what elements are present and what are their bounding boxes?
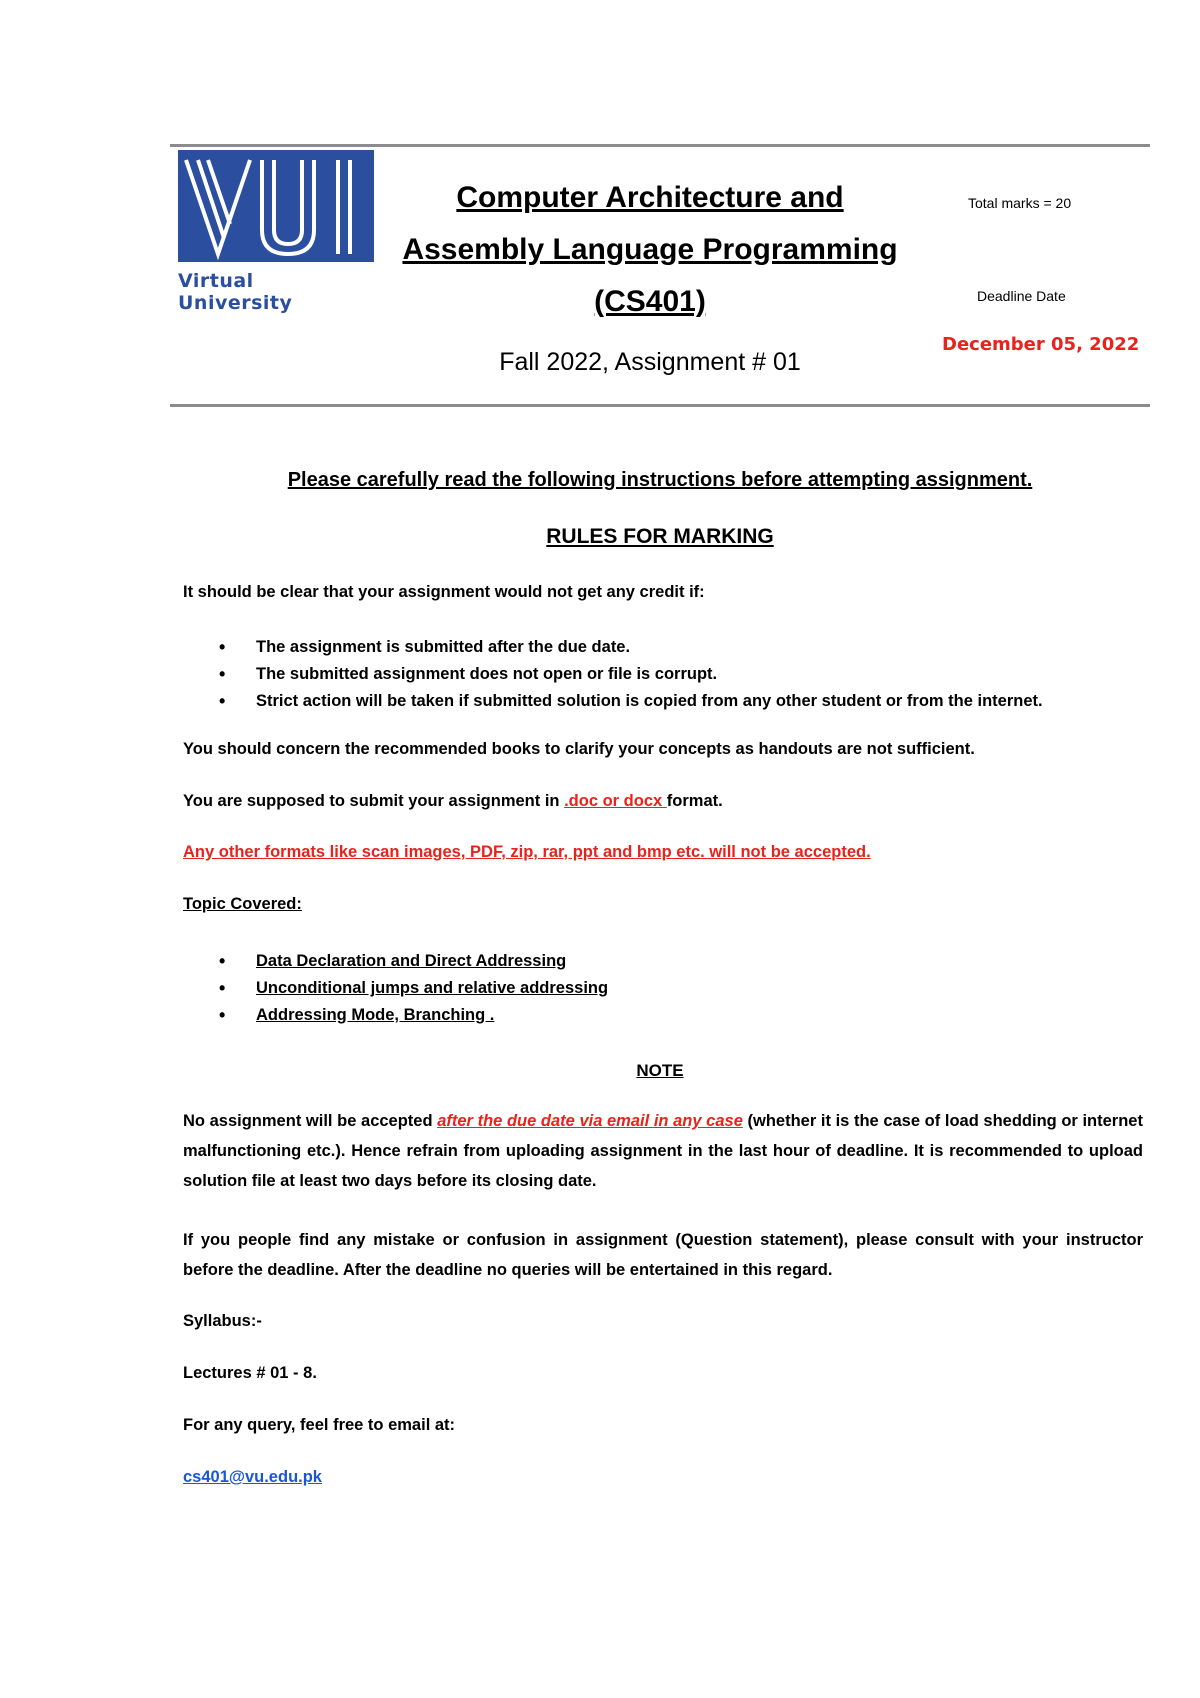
topics-list [183, 948, 1143, 1029]
note-after: (whether it is the case of load shedding or internet malfunctioning etc.). Hence refrain from uploading assignment in the last hour of deadline. It is recommended to upload solution file at least two days before its closing date. [183, 1112, 1143, 1190]
other-formats-warning: Any other formats like scan images, PDF, zip, rar, ppt and bmp etc. will not be accepted. [183, 843, 871, 861]
instructions-heading: Please carefully read the following instructions before attempting assignment. [287, 469, 1033, 491]
credit-intro: It should be clear that your assignment would not get any credit if: [183, 583, 705, 601]
rules-heading: RULES FOR MARKING [546, 525, 774, 548]
list-item [183, 975, 1143, 1002]
note-paragraph [183, 1106, 1143, 1196]
mistake-paragraph: If you people find any mistake or confusion in assignment (Question statement), please consult with your instructor before the deadline. After the deadline no queries will be entertained in this regard. [183, 1231, 1143, 1279]
list-item: • The submitted assignment does not open or file is corrupt. [183, 661, 1143, 688]
deadline-date: December 05, 2022 [942, 334, 1140, 355]
total-marks: Total marks = 20 [968, 195, 1072, 211]
email-link-wrap [183, 1468, 1143, 1487]
syllabus-label: Syllabus:- [183, 1312, 262, 1330]
topic-label: Unconditional jumps and relative addressing [256, 979, 609, 997]
format-note-before: You are supposed to submit your assignment in [183, 792, 565, 810]
query-text: For any query, feel free to email at: [183, 1416, 456, 1434]
course-title [385, 172, 915, 328]
note-heading: NOTE [636, 1061, 684, 1080]
note-before: No assignment will be accepted [183, 1112, 438, 1130]
course-code: (CS401) [594, 285, 706, 318]
format-note [183, 792, 1143, 811]
note-highlight: after the due date via email in any case [437, 1112, 743, 1130]
assignment-subtitle: Fall 2022, Assignment # 01 [499, 348, 801, 376]
course-title-line-1: Computer Architecture and [456, 181, 844, 214]
books-note: You should concern the recommended books to clarify your concepts as handouts are not sufficient. [183, 740, 975, 758]
list-item [183, 1002, 1143, 1029]
list-item: • Strict action will be taken if submitted solution is copied from any other student or from the internet. [183, 688, 1143, 714]
logo-university-name: Virtual University [178, 270, 293, 314]
topics-heading: Topic Covered: [183, 895, 302, 913]
email-link[interactable]: cs401@vu.edu.pk [183, 1468, 322, 1486]
topic-label: Addressing Mode, Branching . [256, 1006, 495, 1024]
deadline-label: Deadline Date [977, 288, 1066, 304]
format-note-highlight: .doc or docx [564, 792, 667, 810]
format-note-after: format. [666, 792, 723, 810]
list-item: • The assignment is submitted after the due date. [183, 634, 1143, 661]
rules-list [183, 634, 1143, 714]
lectures-range: Lectures # 01 - 8. [183, 1364, 317, 1382]
course-title-line-2: Assembly Language Programming [402, 233, 898, 266]
topic-label: Data Declaration and Direct Addressing [256, 952, 567, 970]
header-bottom-rule [170, 404, 1150, 407]
header-top-rule [170, 144, 1150, 147]
list-item [183, 948, 1143, 975]
